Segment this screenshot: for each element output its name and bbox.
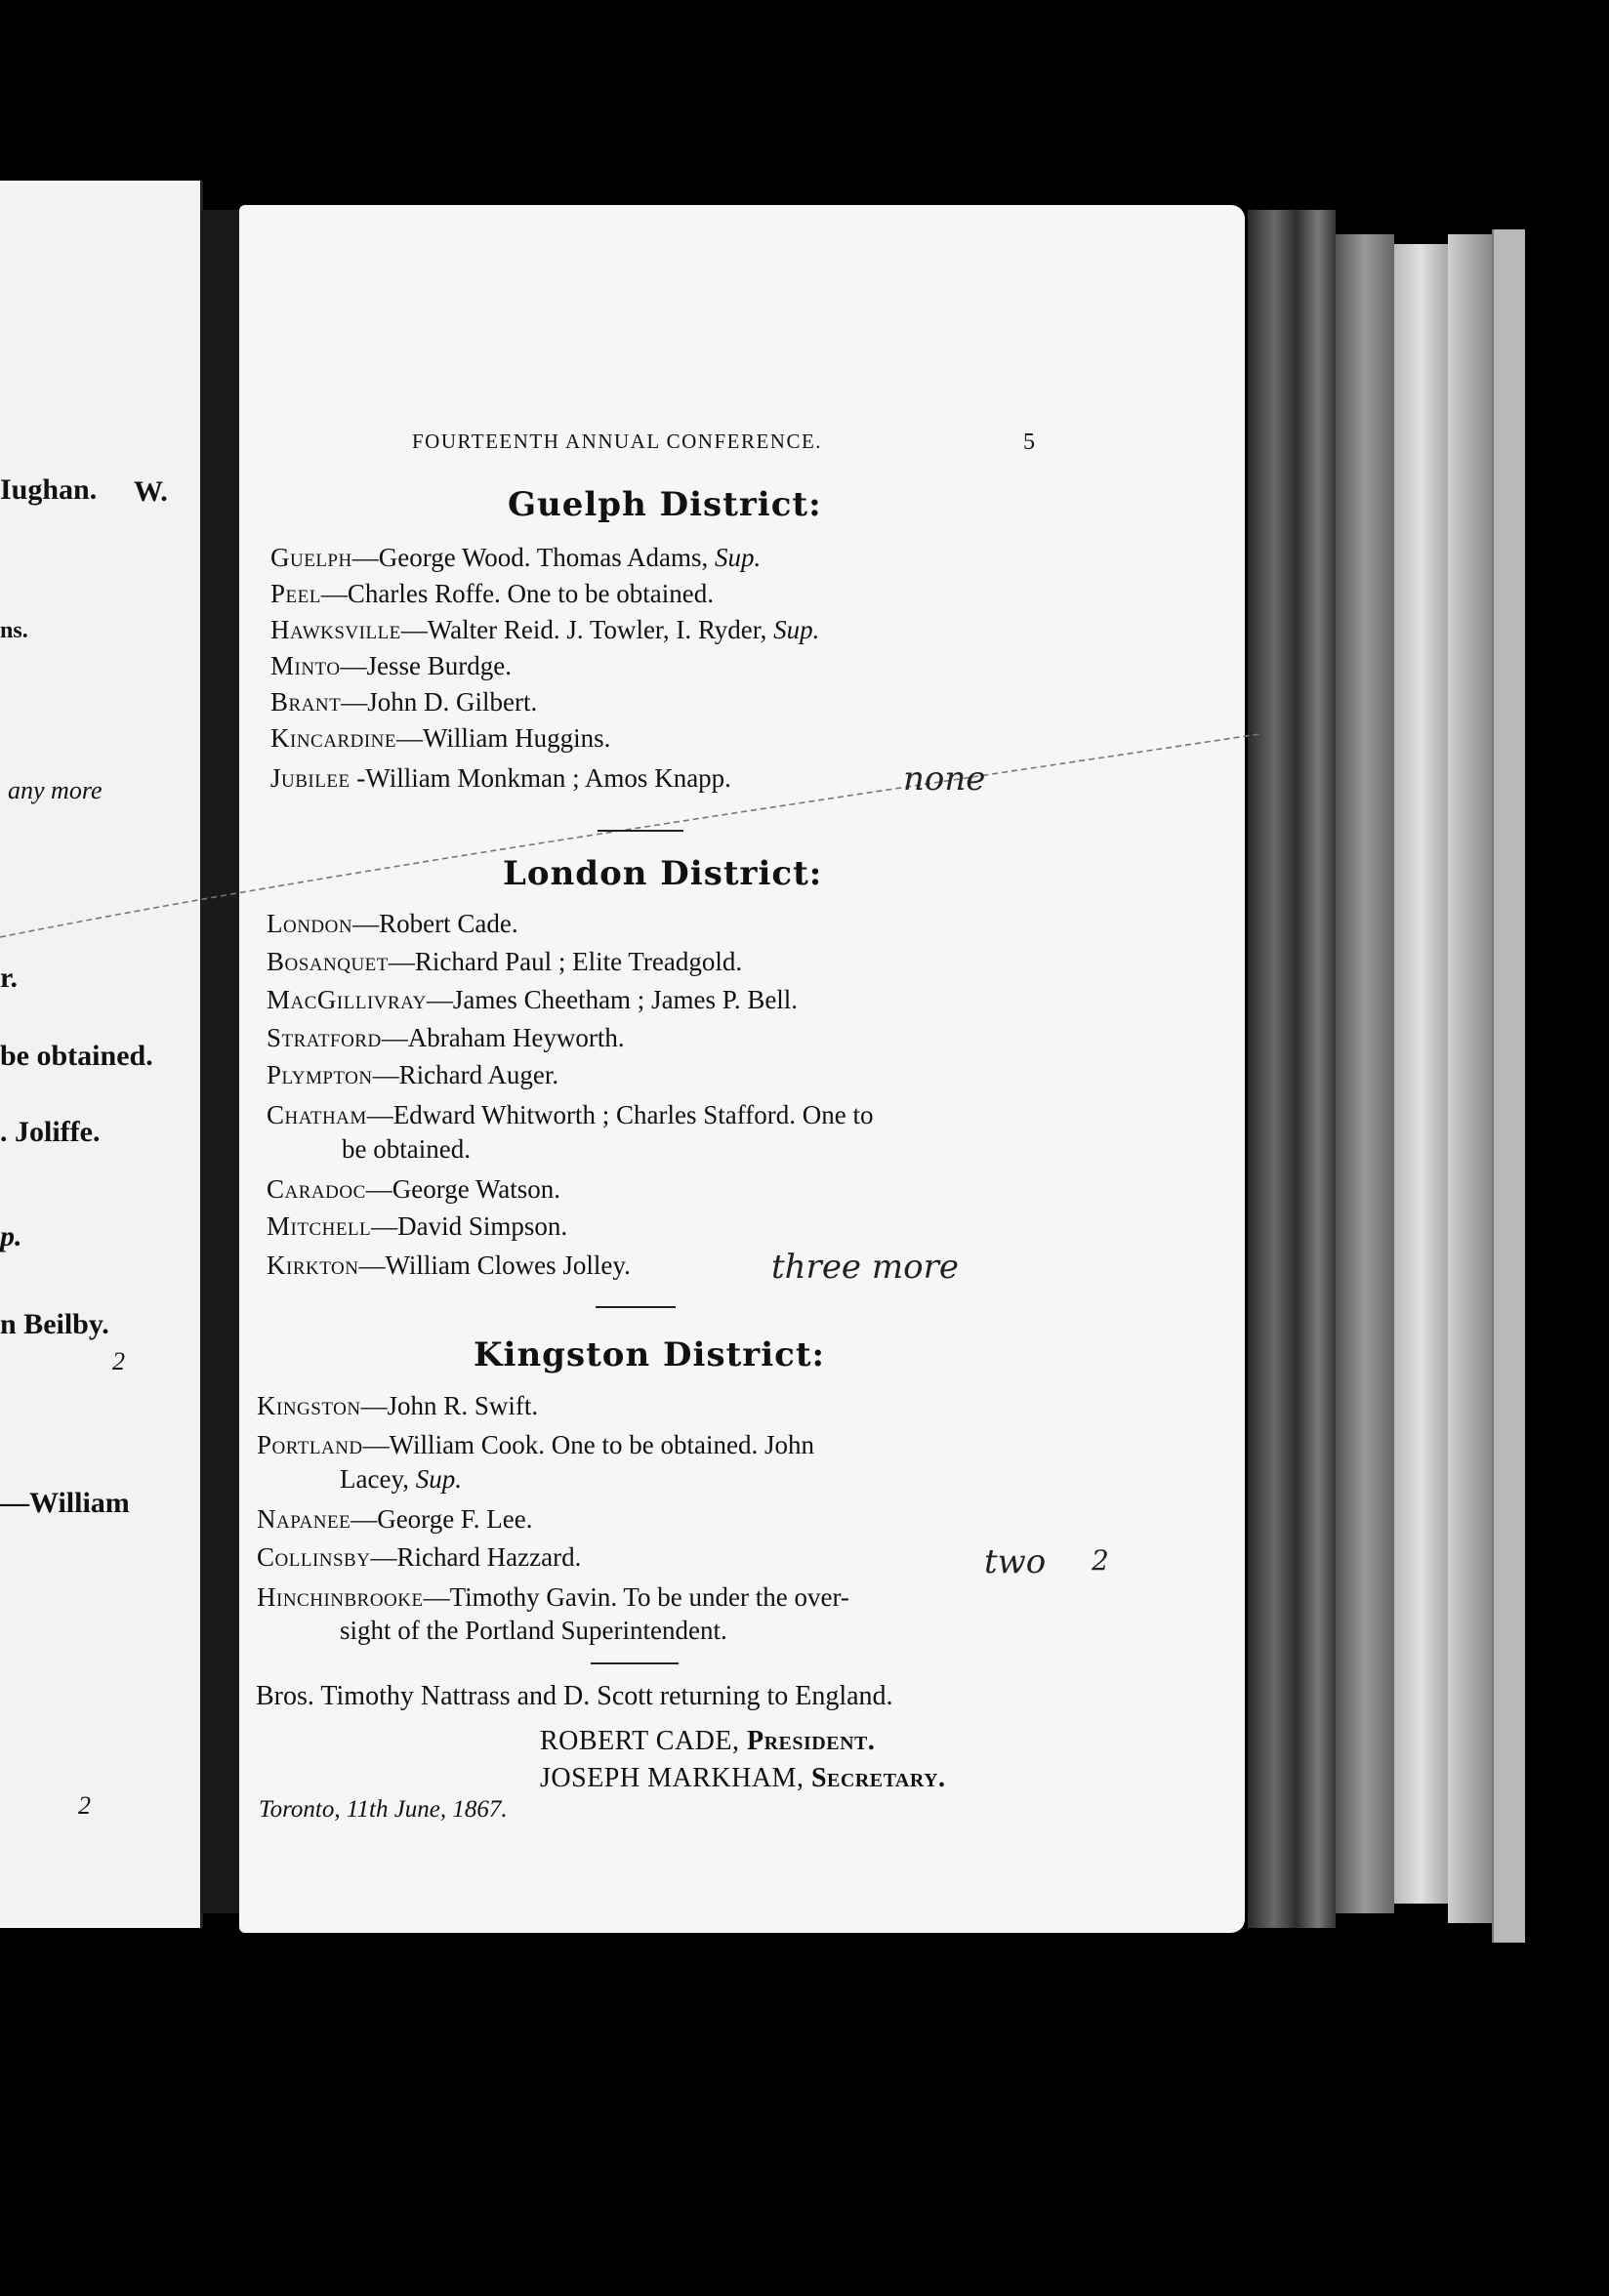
- facing-text-fragment: Iughan.: [0, 473, 98, 506]
- circuit-entry: Caradoc—George Watson.: [267, 1174, 561, 1204]
- dateline: Toronto, 11th June, 1867.: [259, 1796, 508, 1823]
- circuit-entry: MacGillivray—James Cheetham ; James P. Bell.: [267, 985, 799, 1014]
- president-signature: ROBERT CADE, President.: [540, 1726, 876, 1756]
- section-divider: [598, 830, 683, 832]
- circuit-entry: Bosanquet—Richard Paul ; Elite Treadgold.: [267, 947, 743, 976]
- handwritten-note: two: [984, 1542, 1047, 1581]
- circuit-entry: Chatham—Edward Whitworth ; Charles Stafford. One to: [267, 1100, 874, 1129]
- circuit-entry: Hawksville—Walter Reid. J. Towler, I. Ryder, Sup.: [270, 615, 820, 644]
- facing-text-fragment: ns.: [0, 618, 28, 643]
- circuit-entry: Peel—Charles Roffe. One to be obtained.: [270, 579, 714, 608]
- running-header: FOURTEENTH ANNUAL CONFERENCE.: [412, 430, 823, 453]
- circuit-entry-continuation: be obtained.: [342, 1134, 471, 1164]
- secretary-signature: JOSEPH MARKHAM, Secretary.: [540, 1763, 946, 1793]
- handwritten-note-mark: 2: [1092, 1544, 1109, 1577]
- facing-text-fragment: —William: [0, 1487, 130, 1519]
- circuit-entry: Guelph—George Wood. Thomas Adams, Sup.: [270, 543, 762, 572]
- returning-notice: Bros. Timothy Nattrass and D. Scott returning to England.: [256, 1681, 893, 1711]
- facing-text-fragment: r.: [0, 962, 19, 994]
- kingston-district-title: Kingston District:: [474, 1335, 826, 1374]
- circuit-entry: Kirkton—William Clowes Jolley.: [267, 1250, 631, 1280]
- circuit-entry: Brant—John D. Gilbert.: [270, 687, 538, 717]
- facing-text-fragment: n Beilby.: [0, 1308, 109, 1340]
- circuit-entry: Napanee—George F. Lee.: [257, 1504, 533, 1534]
- handwritten-note: none: [903, 759, 986, 799]
- facing-handwritten-note: 2: [78, 1791, 91, 1820]
- circuit-entry-continuation: sight of the Portland Superintendent.: [340, 1616, 727, 1645]
- facing-text-fragment: . Joliffe.: [0, 1116, 101, 1148]
- circuit-entry: Hinchinbrooke—Timothy Gavin. To be under the over-: [257, 1582, 849, 1612]
- circuit-entry: Portland—William Cook. One to be obtained. John: [257, 1430, 815, 1459]
- facing-text-fragment: be obtained.: [0, 1040, 153, 1072]
- circuit-entry: Kincardine—William Huggins.: [270, 723, 611, 753]
- facing-text-fragment: p.: [0, 1220, 22, 1252]
- circuit-entry-continuation: Lacey, Sup.: [340, 1464, 462, 1494]
- facing-handwritten-note: any more: [8, 776, 103, 804]
- circuit-entry: Mitchell—David Simpson.: [267, 1211, 568, 1241]
- london-district-title: London District:: [503, 854, 823, 893]
- handwritten-note: three more: [771, 1248, 959, 1287]
- page-number: 5: [1023, 430, 1035, 455]
- guelph-district-title: Guelph District:: [508, 485, 822, 524]
- section-divider: [596, 1306, 676, 1308]
- circuit-entry: Kingston—John R. Swift.: [257, 1391, 539, 1420]
- circuit-entry: Stratford—Abraham Heyworth.: [267, 1023, 625, 1052]
- circuit-entry: London—Robert Cade.: [267, 909, 518, 938]
- facing-text-fragment: W.: [134, 475, 168, 508]
- section-divider: [591, 1662, 679, 1664]
- circuit-entry: Plympton—Richard Auger.: [267, 1060, 559, 1089]
- circuit-entry: Minto—Jesse Burdge.: [270, 651, 513, 680]
- circuit-entry: Collinsby—Richard Hazzard.: [257, 1542, 582, 1572]
- facing-handwritten-note: 2: [112, 1347, 125, 1375]
- circuit-entry: Jubilee -William Monkman ; Amos Knapp.: [270, 763, 731, 793]
